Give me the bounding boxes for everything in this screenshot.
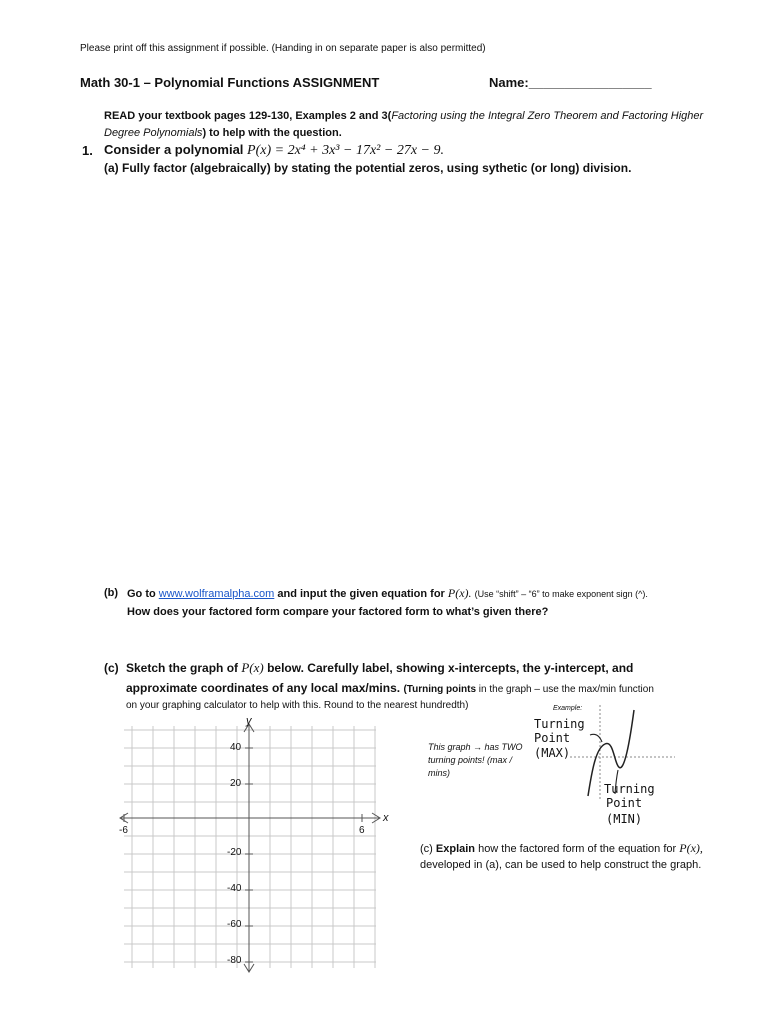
part-c-line1 [126, 660, 633, 676]
y-tick-label: -80 [227, 955, 242, 966]
part-b-line1 [127, 586, 747, 601]
part-b-line2: How does your factored form compare your factored form to what’s given there? [127, 606, 549, 618]
part-b-label: (b) [104, 587, 119, 599]
tp-min-line3: (MIN) [606, 812, 643, 826]
graph-axes [120, 724, 380, 972]
part-c2-text: how the factored form of the equation for [475, 843, 680, 855]
example-note: This graph → has TWO turning points! (max / mins) [428, 742, 523, 778]
y-tick-label: -20 [227, 847, 242, 858]
part-c2-label: (c) [420, 843, 433, 855]
part-c-line3: on your graphing calculator to help with this. Round to the nearest hundredth) [126, 700, 469, 711]
part-c-label: (c) [104, 661, 119, 675]
read-note-prefix: READ your textbook pages 129-130, Examples 2 and 3( [104, 110, 392, 122]
part-c-line1-a: Sketch the graph of [126, 661, 242, 675]
tp-min-line2: Point [606, 796, 643, 810]
part-a-instruction: (a) Fully factor (algebraically) by stating the potential zeros, using sythetic (or long) division. [104, 161, 632, 175]
x-axis-label: x [383, 812, 389, 824]
x-min-label: -6 [119, 825, 128, 836]
y-tick-label: -40 [227, 883, 242, 894]
assignment-title: Math 30-1 – Polynomial Functions ASSIGNMENT [80, 75, 380, 90]
tp-max-line2: Point [534, 731, 571, 745]
q1-equation: P(x) = 2x⁴ + 3x³ − 17x² − 27x − 9. [247, 143, 444, 158]
part-c-line2-rest: in the graph – use the max/min function [476, 684, 654, 695]
part-c-line2-text: approximate coordinates of any local max/mins. [126, 681, 401, 695]
graph-grid[interactable] [112, 712, 392, 974]
name-field[interactable]: Name:_________________ [489, 75, 652, 90]
part-c2-line2: developed in (a), can be used to help construct the graph. [420, 859, 702, 871]
y-tick-label: 20 [230, 778, 242, 789]
question-1-prompt [104, 142, 444, 159]
part-c-line2 [126, 681, 654, 695]
q1-prompt-text: Consider a polynomial [104, 142, 248, 157]
read-note [104, 108, 704, 142]
part-b-hint: (Use “shift” – “6” to make exponent sign (^). [474, 589, 648, 599]
part-c-line1-b: below. Carefully label, showing x-intercepts, the y-intercept, and [263, 661, 634, 675]
wolframalpha-link[interactable]: www.wolframalpha.com [158, 588, 275, 600]
part-c2-pofx: P(x), [679, 841, 703, 855]
print-notice: Please print off this assignment if possible. (Handing in on separate paper is also permitted) [80, 43, 486, 54]
y-tick-label: 40 [230, 742, 242, 753]
question-number: 1. [82, 143, 93, 158]
read-note-suffix: ) to help with the question. [202, 127, 342, 139]
tp-max-line3: (MAX) [534, 746, 571, 760]
y-axis-label: y [246, 715, 252, 727]
example-label: Example: [553, 705, 583, 712]
read-note-italic: Factoring using the Integral Zero Theorem and Factoring Higher Degree Polynomials [104, 110, 704, 139]
part-b-pofx: P(x). [447, 586, 472, 600]
part-c-pofx: P(x) [241, 660, 264, 675]
part-b-goto: Go to [127, 588, 159, 600]
explain-bold: Explain [435, 843, 476, 855]
y-tick-label: -60 [227, 919, 242, 930]
part-c2-line1 [420, 841, 703, 856]
tp-max-line1: Turning [534, 717, 585, 731]
x-max-label: 6 [359, 825, 365, 836]
tp-min-line1: Turning [604, 782, 655, 796]
turning-points-bold: (Turning points [403, 684, 477, 695]
part-b-input-text: and input the given equation for [274, 588, 448, 600]
